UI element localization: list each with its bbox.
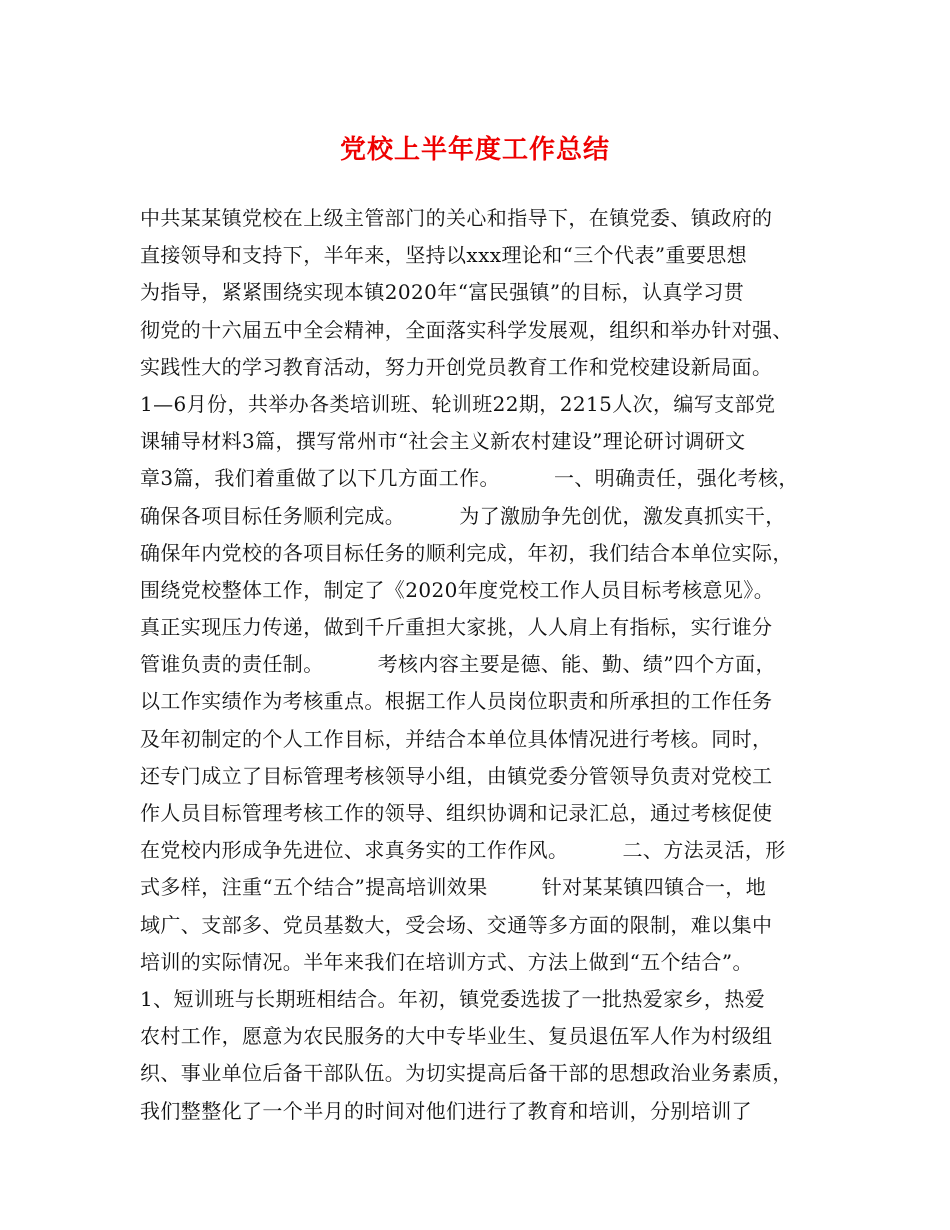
body-line: 1—6月份，共举办各类培训班、轮训班22期，2215人次，编写支部党: [140, 391, 776, 416]
document-body: [140, 200, 820, 1130]
body-line: 以工作实绩作为考核重点。根据工作人员岗位职责和所承担的工作任务: [140, 689, 773, 714]
body-line: 围绕党校整体工作，制定了《2020年度党校工作人员目标考核意见》。: [140, 577, 775, 602]
body-line: 织、事业单位后备干部队伍。为切实提高后备干部的思想政治业务素质，: [140, 1061, 793, 1086]
body-line: 真正实现压力传递，做到千斤重担大家挑，人人肩上有指标，实行谁分: [140, 615, 773, 640]
body-line: 为指导，紧紧围绕实现本镇2020年“富民强镇”的目标，认真学习贯: [140, 280, 745, 305]
body-line: 农村工作，愿意为农民服务的大中专毕业生、复员退伍军人作为村级组: [140, 1024, 773, 1049]
body-line: 课辅导材料3篇，撰写常州市“社会主义新农村建设”理论研讨调研文: [140, 429, 746, 454]
body-line: 确保各项目标任务顺利完成。 为了激励争先创优，激发真抓实干，: [140, 503, 786, 528]
body-line: 直接领导和支持下，半年来，坚持以xxx理论和“三个代表”重要思想: [140, 243, 748, 268]
body-line: 式多样，注重“五个结合”提高培训效果 针对某某镇四镇合一，地: [140, 875, 767, 900]
body-line: 及年初制定的个人工作目标，并结合本单位具体情况进行考核。同时，: [140, 726, 773, 751]
body-line: 章3篇，我们着重做了以下几方面工作。 一、明确责任，强化考核，: [140, 466, 799, 491]
body-line: 中共某某镇党校在上级主管部门的关心和指导下，在镇党委、镇政府的: [140, 206, 773, 230]
body-line: 确保年内党校的各项目标任务的顺利完成，年初，我们结合本单位实际，: [140, 540, 793, 565]
body-line: 我们整整化了一个半月的时间对他们进行了教育和培训，分别培训了: [140, 1098, 752, 1123]
body-line: 域广、支部多、党员基数大，受会场、交通等多方面的限制，难以集中: [140, 912, 773, 937]
body-line: 培训的实际情况。半年来我们在培训方式、方法上做到“五个结合”。: [140, 949, 753, 974]
body-line: 管谁负责的责任制。 考核内容主要是德、能、勤、绩”四个方面，: [140, 652, 776, 677]
body-line: 彻党的十六届五中全会精神，全面落实科学发展观，组织和举办针对强、: [140, 317, 793, 342]
document-title: 党校上半年度工作总结: [339, 135, 610, 165]
body-line: 实践性大的学习教育活动，努力开创党员教育工作和党校建设新局面。: [140, 354, 773, 379]
body-line: 1、短训班与长期班相结合。年初，镇党委选拔了一批热爱家乡，热爱: [140, 986, 766, 1011]
body-line: 作人员目标管理考核工作的领导、组织协调和记录汇总，通过考核促使: [140, 801, 773, 825]
body-line: 还专门成立了目标管理考核领导小组，由镇党委分管领导负责对党校工: [140, 763, 773, 788]
body-line: 在党校内形成争先进位、求真务实的工作作风。 二、方法灵活，形: [140, 838, 786, 863]
